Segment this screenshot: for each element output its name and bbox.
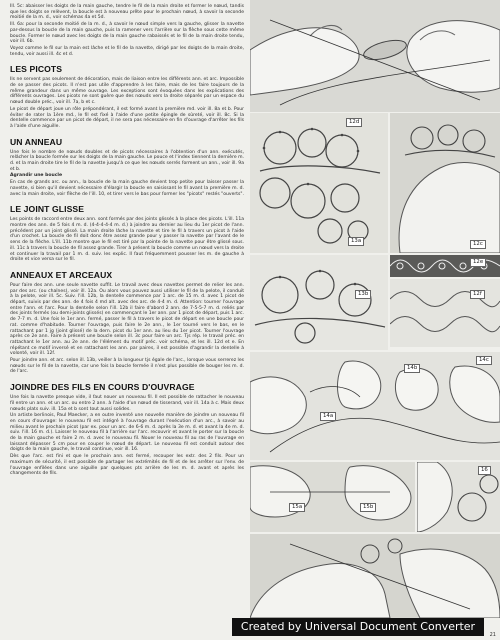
figure-label: 16	[478, 466, 491, 475]
figure-label: 12c	[470, 240, 486, 249]
figure-label: 13b	[355, 290, 371, 299]
lace-photo-13b	[250, 255, 388, 350]
section-title-anneau: UN ANNEAU	[10, 136, 63, 147]
section-paragraph: Un artiste berlinois, Paul Maecker, a en outre inventé une nouvelle manière de joindre un nouveau fil en cours d'ouvrage: le nouveau fil est intégré à l'ouvrage durant l'exécution d'un arc., à savoir au milieu avant le prochain picot (par ex. pour un arc. de 6-6 m. d. après la 3e m. d. et avant la 4e m. d. suiv. l'ill. 16 m. d.). Laisser le nouveau fil à l'arrière sur l'arc. recouvrir et avant le porter sur la boucle de la main gauche et faire 2 m. d. avec le nouveau fil. Nouer le nouveau fil au ras de l'ouvrage en laissant dépasser 5 cm pour en couper le nœud de départ. Le nouveau fil est conduit autour des doigts de la main gauche, le travail continue, voir ill. 16.	[10, 413, 244, 453]
figure-label: 12e	[470, 258, 486, 267]
watermark-banner: Created by Universal Document Converter	[232, 618, 484, 636]
section-title-picots: LES PICOTS	[10, 64, 63, 75]
section-paragraph: Une fois la navette presque vide, il faut nouer un nouveau fil. Il est possible de rattacher le nouveau fil entre un ann. et un arc. ou entre 2 ann. à l'aide d'un nœud de tisserand, voir ill. 14a à c. Mais deux nœuds plats suiv. ill. 15a et b sont tout aussi solides.	[10, 395, 244, 412]
hand-lace-photo-12c	[390, 113, 500, 253]
figure-label: 15a	[289, 503, 305, 512]
lace-photo-12d-13a	[250, 113, 388, 253]
hands-photo-bottom	[250, 534, 500, 618]
figure-label: 12d	[346, 118, 362, 127]
section-title-joindre-fils: JOINDRE DES FILS EN COURS D'OUVRAGE	[10, 382, 195, 393]
page-number: 21	[489, 632, 496, 638]
hands-photo-14	[250, 352, 500, 460]
figure-label: 13a	[348, 237, 364, 246]
hands-photo-15	[250, 462, 415, 532]
hands-photo-top	[250, 0, 500, 112]
section-paragraph: En cas de grands arc. ou ann., la boucle de la main gauche devient trop petite pour laisser passer la navette, si bien qu'il devient nécessaire d'élargir la boucle en saisissant le fil avant la première m. d. avec la main droite, voir flèche de l'ill. 10, et tirer vers le bas pour former les "picots" restés "ouverts".	[10, 180, 244, 197]
intro-paragraph: Voyez comme le fil sur la main est lâche et le fil de la navette, dirigé par les doigts de la main droite, tendu, voir aussi ill. 4c et d.	[10, 45, 244, 57]
figure-label: 14c	[476, 356, 492, 365]
text-column	[10, 4, 244, 478]
section-title-anneaux-arceaux: ANNEAUX ET ARCEAUX	[10, 269, 113, 280]
section-paragraph: Pour joindre ann. et arc. selon ill. 13b, veiller à la longueur tjs égale de l'arc., lorsque vous serrerez les nœuds sur le fil de la navette, car une fois la boucle fermée il n'est plus possible de bouger les m. d. de l'arc.	[10, 358, 244, 375]
section-title-joint-glisse: LE JOINT GLISSE	[10, 204, 85, 215]
section-paragraph: Pour faire des ann. une seule navette suffit. Le travail avec deux navettes permet de relier les ann. par des arc. (ou chaînes), voir ill. 12a. Ou alors vous pouvez aussi utiliser le fil de la pelote, il conduit à la pelote, voir ill. 5c. Suiv. l'ill. 12b, la dentelle commence par 1 arc. de 15 m. d. avec 1 picot de départ, suivis par des ann. de 4 fois 4 md alt. avec des arc. de 4-4 m. d. Attention: tourner l'ouvrage entre l'ann. et l'arc. Pour la dentelle selon l'ill. 12b il faire d'abord 2 ann. de 7-5-5-7 m. d. reliés par des joints fermés (ou demi-joints glissés) en commençant le 1er ann. par 1 picot de départ, puis 1 arc. de 7-7 m. d. Une fois le 1er ann. fermé, passer le fil à travers le picot de départ en une boucle pour rat. comme d'habitude. Tourner l'ouvrage, puis faire le 2e ann., le 1er tourné vers le bas, en le rattachant par 1 jg (joint glissé) de la dern. picot du 1er ann. au lieu du 1er picot. Tourner l'ouvrage après ce 2e ann. Faire à présent une boucle selon ill. 3c pour faire un arc. Tjs rép. le travail préc. en rattachant le 1er ann. au 2e ann. de l'élément du motif préc. voir schéma, et les ill. 12d et e. En répétant ce motif inversé et en rattachant les ann. par paires, il est possible d'agrandir la dentelle à volonté, voir ill. 12f.	[10, 282, 244, 357]
section-paragraph: Le picot de départ joue un rôle prépondérant, il est formé avant la première md. voir ill. 8a et b. Pour éviter de rater la 1ère md., le fil est fixé à l'aide d'une petite épingle de sûreté, voir ill. 8c. Si la dentelle commence par un picot de départ, il ne sera pas nécessaire en fin d'ouvrage d'arrêter les fils à l'aide d'une aiguille.	[10, 106, 244, 129]
figure-label: 15b	[360, 503, 376, 512]
section-paragraph: Les points de raccord entre deux ann. sont formés par des joints glissés à la place des picots. L'ill. 11a montre des ann. de 5 fois 4 m. d. (4-4-4-4-4 m. d.) à joindre au dernier au lieu du 1er picot de l'ann. précédent par un joint glissé. La main droite lâche la navette et tire le fil à travers un picot à l'aide d'un crochet. La boucle de fil doit donc être assez grande pour y passer la navette par l'avant de le sens de la flèche. L'ill. 11b montre que le fil est tiré par la pointe de la navette pour être glissé sous. ill. 11c à travers la boucle de fil assez grande. Tirer à présent la boucle comme un nœud vers la droite et continuer la travail par 1 m. d. suiv. les explic. Il faut fréquemment pousser les m. de gauche à droite et vice versa sur le fil.	[10, 217, 244, 263]
section-paragraph: Une fois le nombre de nœuds doubles et de picots nécessaires à l'obtention d'un ann. exécutés, relâcher la boucle formée sur les doigts de la main gauche. Le pouce et l'index tiennent la dernière m. d. et la main droite tire le fil de la navette jusqu'à ce que les nœuds serrés forment un ann., voir ill. 9a et b.	[10, 149, 244, 172]
figure-label: 14a	[320, 412, 336, 421]
section-paragraph: Ils ne servent pas seulement de décoration, mais de liaison entre les différents ann. et arc. Impossible de se passer des picots. Il n'est pas utile d'apprendre à les faire, mais de les faire toujours de la même grandeur dans un même ouvrage. Les exceptions sont évoquées dans les explications des différents ouvrages. Les picots ne sont guère que des nœuds vers la droite séparés par un espace du nœud double préc., voir ill. 7a, b et c.	[10, 77, 244, 106]
section-paragraph: Dès que l'arc. est fini et que le prochain ann. est fermé, recouper les extr. des 2 fils. Pour un maximum de sécurité, il est possible de partager les extrémités de fil et de les arrêter sur l'env. de l'ouvrage enfilées dans une aiguille par quelques pts arrière de les m. d. avant et après les changements de fils.	[10, 454, 244, 477]
figure-label: 12f	[470, 290, 485, 299]
subheading-agrandir: Agrandir une boucle	[10, 173, 63, 179]
intro-paragraph: Ill. 6a: pour la seconde moitié de la m. d., à savoir le nœud simple vers la gauche, glisser la navette par-dessus la boucle de la main gauche, puis la ramener vers l'arrière sur la flèche sous cette même boucle. Former le nœud avec les doigts de la main gauche rabaissés et le fil de la main droite tendu, voir ill. 6b.	[10, 22, 244, 45]
figure-label: 14b	[404, 364, 420, 373]
intro-paragraph: Ill. 5c: abaisser les doigts de la main gauche, tendre le fil de la main droite et former le nœud, tandis que les doigts se relèvent, la boucle est à nouveau prête pour le prochain nœud, à savoir la seconde moitié de la m. d., voir schémas 4a et 5d.	[10, 4, 244, 21]
